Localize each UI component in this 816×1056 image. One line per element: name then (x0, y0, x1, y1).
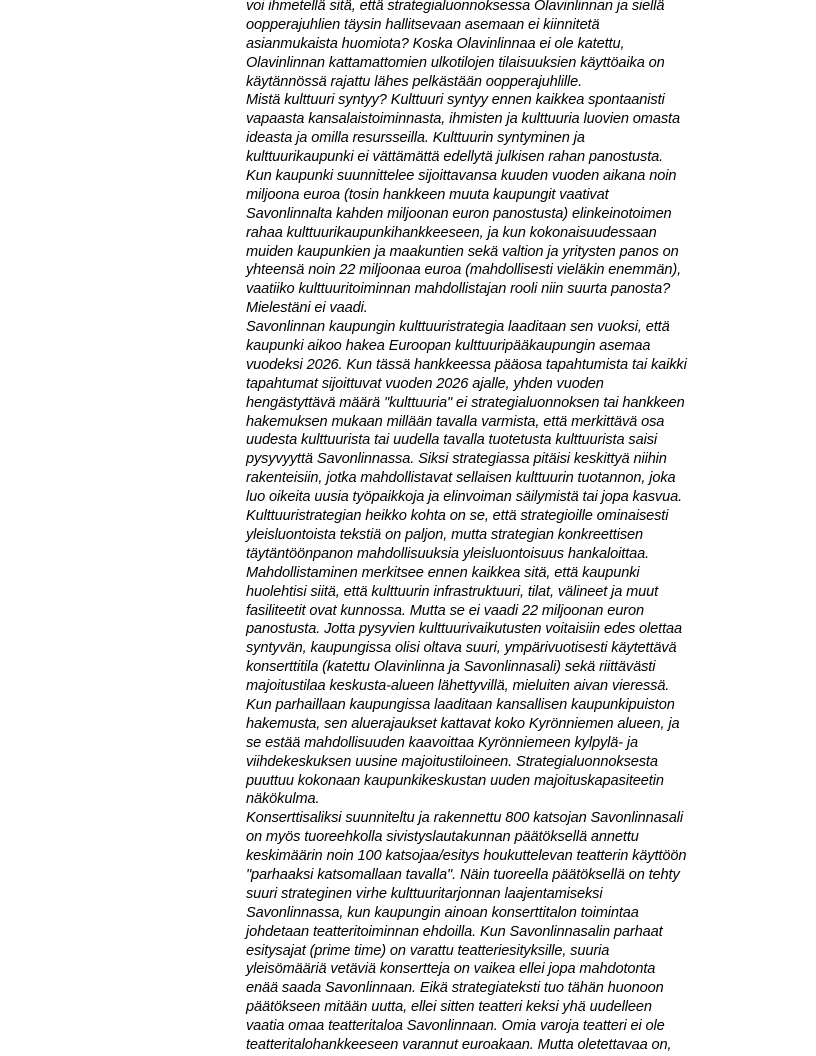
text-line: fasiliteetit ovat kunnossa. Mutta se ei vaadi 22 miljoonan euron (246, 602, 644, 619)
text-line: pysyvyyttä Savonlinnassa. Siksi strategiassa pitäisi keskittyä niihin (246, 451, 667, 468)
text-line: hakemuksen mukaan millään tavalla varmista, että merkittävä osa (246, 413, 665, 430)
text-line: yleisömääriä vetäviä konsertteja on vaikea ellei jopa mahdotonta (246, 961, 656, 978)
text-line: rakenteisiin, jotka mahdollistavat sellaisen kulttuurin tuotannon, joka (246, 470, 676, 487)
text-line: voi ihmetellä sitä, että strategialuonnoksessa Olavinlinnan ja siellä (246, 0, 665, 14)
text-line: Kun parhaillaan kaupungissa laaditaan kansallisen kaupunkipuiston (246, 696, 675, 713)
text-line: hakemusta, sen aluerajaukset kattavat koko Kyrönniemen alueen, ja (246, 715, 680, 732)
text-line: luo oikeita uusia työpaikkoja ja elinvoiman säilymistä tai jopa kasvua. (246, 489, 683, 506)
text-line: hengästyttävä määrä "kulttuuria" ei strategialuonnoksen tai hankkeen (246, 394, 685, 411)
text-line: Kun kaupunki suunnittelee sijoittavansa kuuden vuoden aikana noin (246, 168, 677, 185)
document-body (246, 0, 776, 1055)
text-line: kaupunki aikoo hakea Euroopan kulttuuripääkaupungin asemaa (246, 338, 651, 355)
text-line: panostusta. Jotta pysyvien kulttuurivaikutusten voitaisiin edes olettaa (246, 621, 683, 638)
text-line: asianmukaista huomiota? Koska Olavinlinnaa ei ole katettu, (246, 35, 625, 52)
text-line: tapahtumat sijoittuvat vuoden 2026 ajalle, yhden vuoden (246, 375, 604, 392)
text-line: vapaasta kansalaistoiminnasta, ihmisten ja kulttuuria luovien omasta (246, 111, 680, 128)
text-line: vuodeksi 2026. Kun tässä hankkeessa pääosa tapahtumista tai kaikki (246, 356, 687, 373)
text-line: Savonlinnassa, kun kaupungin ainoan konserttitalon toimintaa (246, 904, 639, 921)
text-line: ideasta ja omilla resursseilla. Kulttuurin syntyminen ja (246, 130, 585, 147)
text-line: Konserttisaliksi suunniteltu ja rakennettu 800 katsojan Savonlinnasali (246, 810, 683, 827)
text-line: oopperajuhlien täysin hallitsevaan asemaan ei kiinnitetä (246, 16, 600, 33)
text-line: rahaa kulttuurikaupunkihankkeeseen, ja kun kokonaisuudessaan (246, 224, 657, 241)
text-line: majoitustilaa keskusta-alueen lähettyvillä, mieluiten aivan vieressä. (246, 678, 670, 695)
text-line: muiden kaupunkien ja maakuntien sekä valtion ja yritysten panos on (246, 243, 679, 260)
text-line: suuri strateginen virhe kulttuuritarjonnan laajentamiseksi (246, 885, 603, 902)
text-line: syntyvän, kaupungissa olisi oltava suuri, ympärivuotisesti käytettävä (246, 640, 677, 657)
text-line: on myös tuoreehkolla sivistyslautakunnan päätöksellä annettu (246, 829, 639, 846)
text-line: kulttuurikaupunki ei vättämättä edellytä julkisen rahan panostusta. (246, 149, 664, 166)
text-line: Mahdollistaminen merkitsee ennen kaikkea sitä, että kaupunki (246, 564, 640, 581)
text-line: Mistä kulttuuri syntyy? Kulttuuri syntyy ennen kaikkea spontaanisti (246, 92, 665, 109)
text-line: Savonlinnan kaupungin kulttuuristrategia laaditaan sen vuoksi, että (246, 319, 670, 336)
text-line: vaatia omaa teatteritaloa Savonlinnaan. Omia varoja teatteri ei ole (246, 1018, 665, 1035)
text-line: "parhaaksi katsomallaan tavalla". Näin tuoreella päätöksellä on tehty (246, 866, 680, 883)
text-line: näkökulma. (246, 791, 320, 808)
text-line: täytäntöönpanon mahdollisuuksia yleisluontoisuus hankaloittaa. (246, 545, 650, 562)
text-line: keskimäärin noin 100 katsojaa/esitys houkuttelevan teatterin käyttöön (246, 848, 687, 865)
text-line: se estää mahdollisuuden kaavoittaa Kyrönniemeen kylpylä- ja (246, 734, 639, 751)
text-line: päätökseen mitään uutta, ellei sitten teatteri keksi yhä uudelleen (246, 999, 652, 1016)
text-line: yleisluontoista tekstiä on paljon, mutta strategian konkreettisen (246, 526, 643, 543)
text-line: puuttuu kokonaan kaupunkikeskustan uuden majoituskapasiteetin (246, 772, 664, 789)
text-line: uudesta kulttuurista tai uudella tavalla tuotetusta kulttuurista saisi (246, 432, 658, 449)
text-line: käytännössä rajattu lähes pelkästään oopperajuhlille. (246, 73, 583, 90)
text-line: Mielestäni ei vaadi. (246, 300, 368, 317)
text-line: esitysajat (prime time) on varattu teatteriesityksille, suuria (246, 942, 610, 959)
text-line: huolehtisi siitä, että kulttuurin infrastruktuuri, tilat, välineet ja muut (246, 583, 659, 600)
text-line: viihdekeskuksen uusine majoitustiloineen. Strategialuonnoksesta (246, 753, 658, 770)
text-line: Olavinlinnan kattamattomien ulkotilojen tilaisuuksien käyttöaika on (246, 54, 665, 71)
text-line: Savonlinnalta kahden miljoonan euron panostusta) elinkeinotoimen (246, 205, 672, 222)
text-line: vaatiiko kulttuuritoiminnan mahdollistajan rooli niin suurta panosta? (246, 281, 671, 298)
text-line: miljoona euroa (tosin hankkeen muuta kaupungit vaativat (246, 186, 609, 203)
text-line: Kulttuuristrategian heikko kohta on se, että strategioille ominaisesti (246, 508, 669, 525)
text-line: teatteritalohankkeeseen varannut euroakaan. Mutta oletettavaa on, (246, 1036, 672, 1053)
text-line: johdetaan teatteritoiminnan ehdoilla. Kun Savonlinnasalin parhaat (246, 923, 663, 940)
text-line: enää saada Savonlinnaan. Eikä strategiateksti tuo tähän huonoon (246, 980, 664, 997)
text-line: yhteensä noin 22 miljoonaa euroa (mahdollisesti vieläkin enemmän), (246, 262, 682, 279)
text-line: konserttitila (katettu Olavinlinna ja Savonlinnasali) sekä riittävästi (246, 659, 656, 676)
